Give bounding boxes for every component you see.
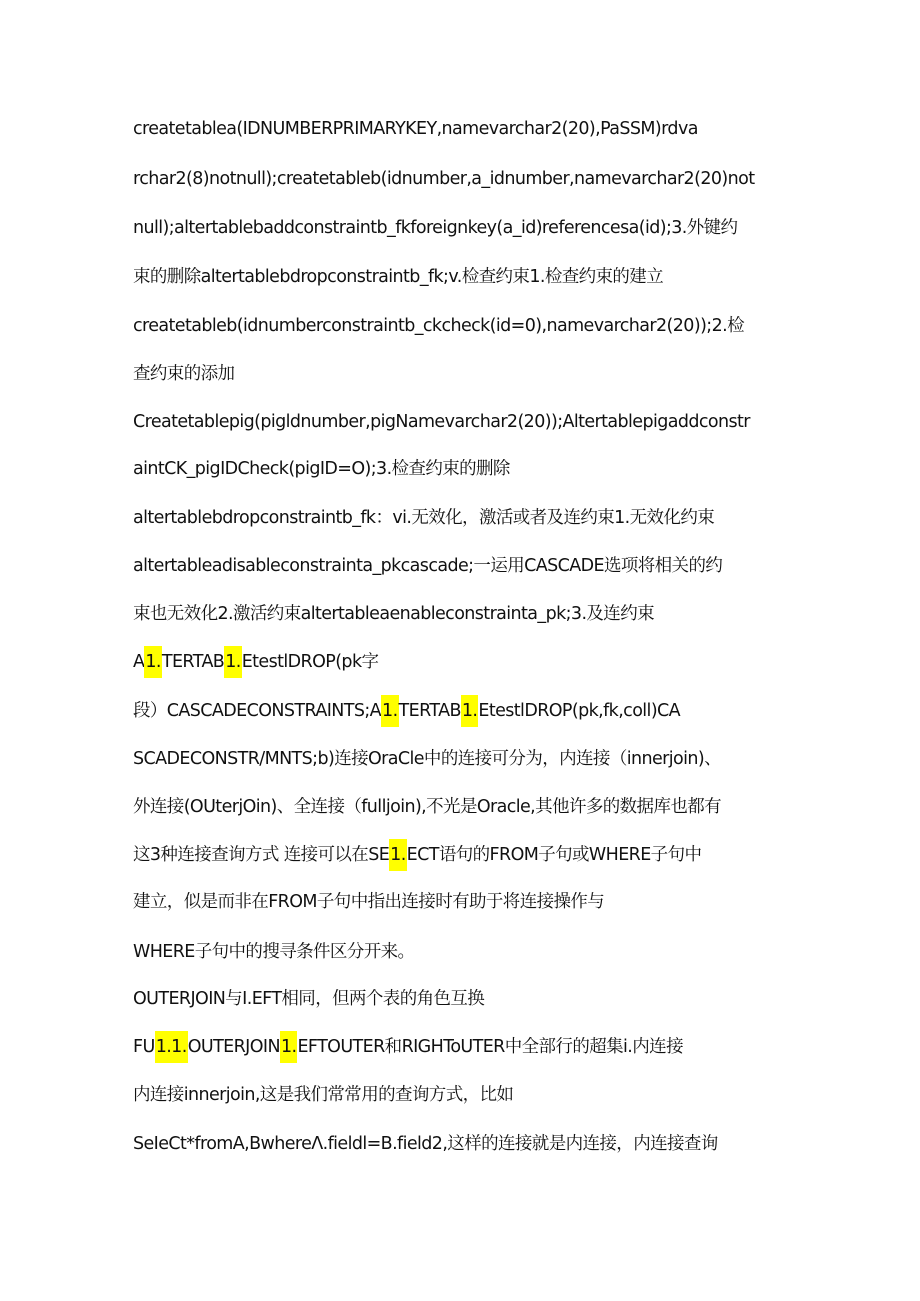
- text-run: Createtablepig(pigldnumber,pigNamevarchar2(20));Altertablepigaddconstr: [133, 412, 750, 432]
- text-run: TERTAB: [398, 701, 461, 721]
- highlighted-text: 1.: [224, 646, 242, 678]
- highlighted-text: 1.: [389, 839, 407, 871]
- text-line: [133, 885, 793, 919]
- highlighted-text: 1.: [144, 646, 162, 678]
- text-line: [133, 694, 793, 728]
- text-run: WHERE子句中的搜寻条件区分开来。: [133, 942, 415, 962]
- text-run: 束也无效化2.激活约束altertableaenableconstrainta_pk;3.及连约束: [133, 604, 655, 624]
- text-run: ECT语句的FROM子句或WHERE子句中: [406, 845, 702, 865]
- text-run: rchar2(8)notnull);createtableb(idnumber,a_idnumber,namevarchar2(20)not: [133, 169, 755, 189]
- text-line: [133, 790, 793, 824]
- text-run: 束的删除altertablebdropconstraintb_fk;v.检查约束1.检查约束的建立: [133, 267, 664, 287]
- text-line: [133, 357, 793, 391]
- text-run: 查约束的添加: [133, 364, 235, 384]
- text-run: altertableadisableconstrainta_pkcascade;一运用CASCADE选项将相关的约: [133, 556, 723, 576]
- text-run: altertablebdropconstraintb_fk：vi.无效化，激活或者及连约束1.无效化约束: [133, 508, 715, 528]
- text-line: [133, 309, 793, 343]
- text-line: [133, 645, 793, 679]
- text-run: createtablea(IDNUMBERPRIMARYKEY,namevarchar2(20),PaSSM)rdva: [133, 119, 698, 139]
- text-line: [133, 1078, 793, 1112]
- highlighted-text: 1.1.: [155, 1031, 188, 1063]
- text-run: A: [133, 652, 145, 672]
- text-line: [133, 838, 793, 872]
- text-run: null);altertablebaddconstraintb_fkforeignkey(a_id)referencesa(id);3.外键约: [133, 218, 738, 238]
- text-run: createtableb(idnumberconstraintb_ckcheck(id=0),namevarchar2(20));2.检: [133, 316, 744, 336]
- text-line: [133, 112, 793, 146]
- text-run: 建立，似是而非在FROM子句中指出连接时有助于将连接操作与: [133, 892, 605, 912]
- text-line: [133, 935, 793, 969]
- text-line: [133, 405, 793, 439]
- text-run: SeIeCt*fromA,BwhereΛ.fieldl=B.field2,这样的连接就是内连接，内连接查询: [133, 1134, 718, 1154]
- highlighted-text: 1.: [280, 1031, 298, 1063]
- text-run: 这3种连接查询方式 连接可以在SE: [133, 845, 390, 865]
- text-run: OUTERJOIN: [187, 1037, 280, 1057]
- highlighted-text: 1.: [381, 695, 399, 727]
- text-run: aintCK_pigIDCheck(pigID=O);3.检查约束的删除: [133, 459, 510, 479]
- highlighted-text: 1.: [461, 695, 479, 727]
- text-line: [133, 162, 793, 196]
- text-run: 内连接innerjoin,这是我们常常用的查询方式，比如: [133, 1085, 514, 1105]
- text-line: [133, 597, 793, 631]
- text-run: SCADECONSTR/MNTS;b)连接OraCle中的连接可分为，内连接（innerjoin)、: [133, 749, 721, 769]
- text-line: [133, 211, 793, 245]
- text-run: EtestlDROP(pk字: [241, 652, 379, 672]
- text-line: [133, 982, 793, 1016]
- text-line: [133, 1030, 793, 1064]
- text-run: EtestlDROP(pk,fk,coll)CA: [478, 701, 681, 721]
- text-run: OUTERJOIN与I.EFT相同，但两个表的角色互换: [133, 989, 485, 1009]
- text-line: [133, 549, 793, 583]
- text-run: EFTOUTER和RIGHToUTER中全部行的超集i.内连接: [297, 1037, 683, 1057]
- text-line: [133, 501, 793, 535]
- text-run: 段）CASCADECONSTRAINTS;A: [133, 701, 382, 721]
- text-line: [133, 260, 793, 294]
- text-line: [133, 1127, 793, 1161]
- text-line: [133, 452, 793, 486]
- text-line: [133, 742, 793, 776]
- text-run: 外连接(OUterjOin)、全连接（fulljoin),不光是Oracle,其他许多的数据库也都有: [133, 797, 722, 817]
- text-run: FU: [133, 1037, 155, 1057]
- text-run: TERTAB: [161, 652, 225, 672]
